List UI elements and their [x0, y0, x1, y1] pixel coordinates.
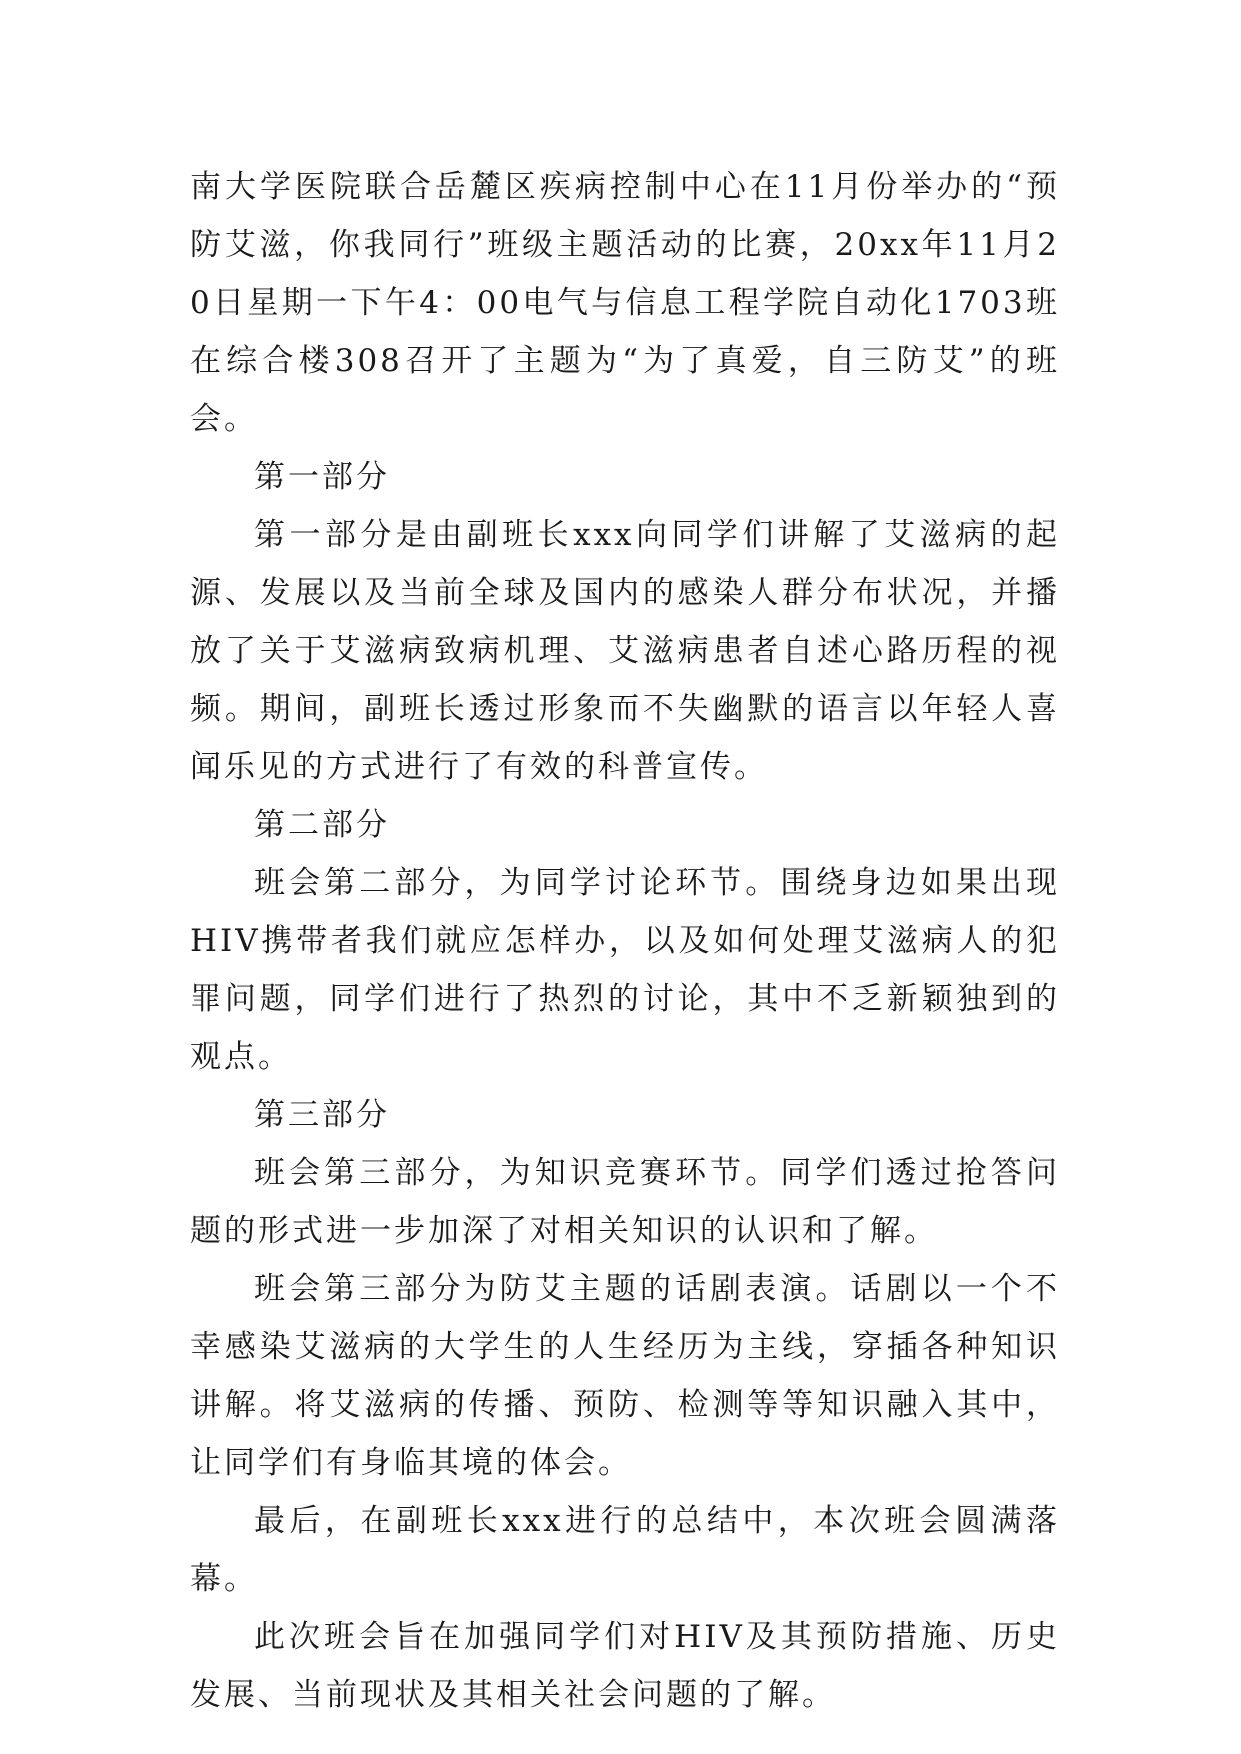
paragraph-part-two: 班会第二部分，为同学讨论环节。围绕身边如果出现HIV携带者我们就应怎样办，以及如何处理艾滋病人的犯罪问题，同学们进行了热烈的讨论，其中不乏新颖独到的观点。 — [190, 865, 1060, 1075]
paragraph-purpose: 此次班会旨在加强同学们对HIV及其预防措施、历史发展、当前现状及其相关社会问题的了解。 — [190, 1619, 1060, 1713]
document-page — [190, 158, 1060, 1724]
paragraph-part-three-drama: 班会第三部分为防艾主题的话剧表演。话剧以一个不幸感染艾滋病的大学生的人生经历为主线，穿插各种知识讲解。将艾滋病的传播、预防、检测等等知识融入其中，让同学们有身临其境的体会。 — [190, 1271, 1060, 1481]
section-heading-part-three: 第三部分 — [254, 1097, 390, 1133]
paragraph-part-one: 第一部分是由副班长xxx向同学们讲解了艾滋病的起源、发展以及当前全球及国内的感染人群分布状况，并播放了关于艾滋病致病机理、艾滋病患者自述心路历程的视频。期间，副班长透过形象而不失幽默的语言以年轻人喜闻乐见的方式进行了有效的科普宣传。 — [190, 517, 1060, 785]
section-heading-part-one: 第一部分 — [254, 459, 390, 495]
paragraph-part-three-quiz: 班会第三部分，为知识竞赛环节。同学们透过抢答问题的形式进一步加深了对相关知识的认识和了解。 — [190, 1155, 1060, 1249]
paragraph-intro: 南大学医院联合岳麓区疾病控制中心在11月份举办的“预防艾滋，你我同行”班级主题活动的比赛，20xx年11月20日星期一下午4：00电气与信息工程学院自动化1703班在综合楼308召开了主题为“为了真爱，自三防艾”的班会。 — [190, 169, 1060, 437]
paragraph-closing: 最后，在副班长xxx进行的总结中，本次班会圆满落幕。 — [190, 1503, 1060, 1597]
section-heading-part-two: 第二部分 — [254, 807, 390, 843]
